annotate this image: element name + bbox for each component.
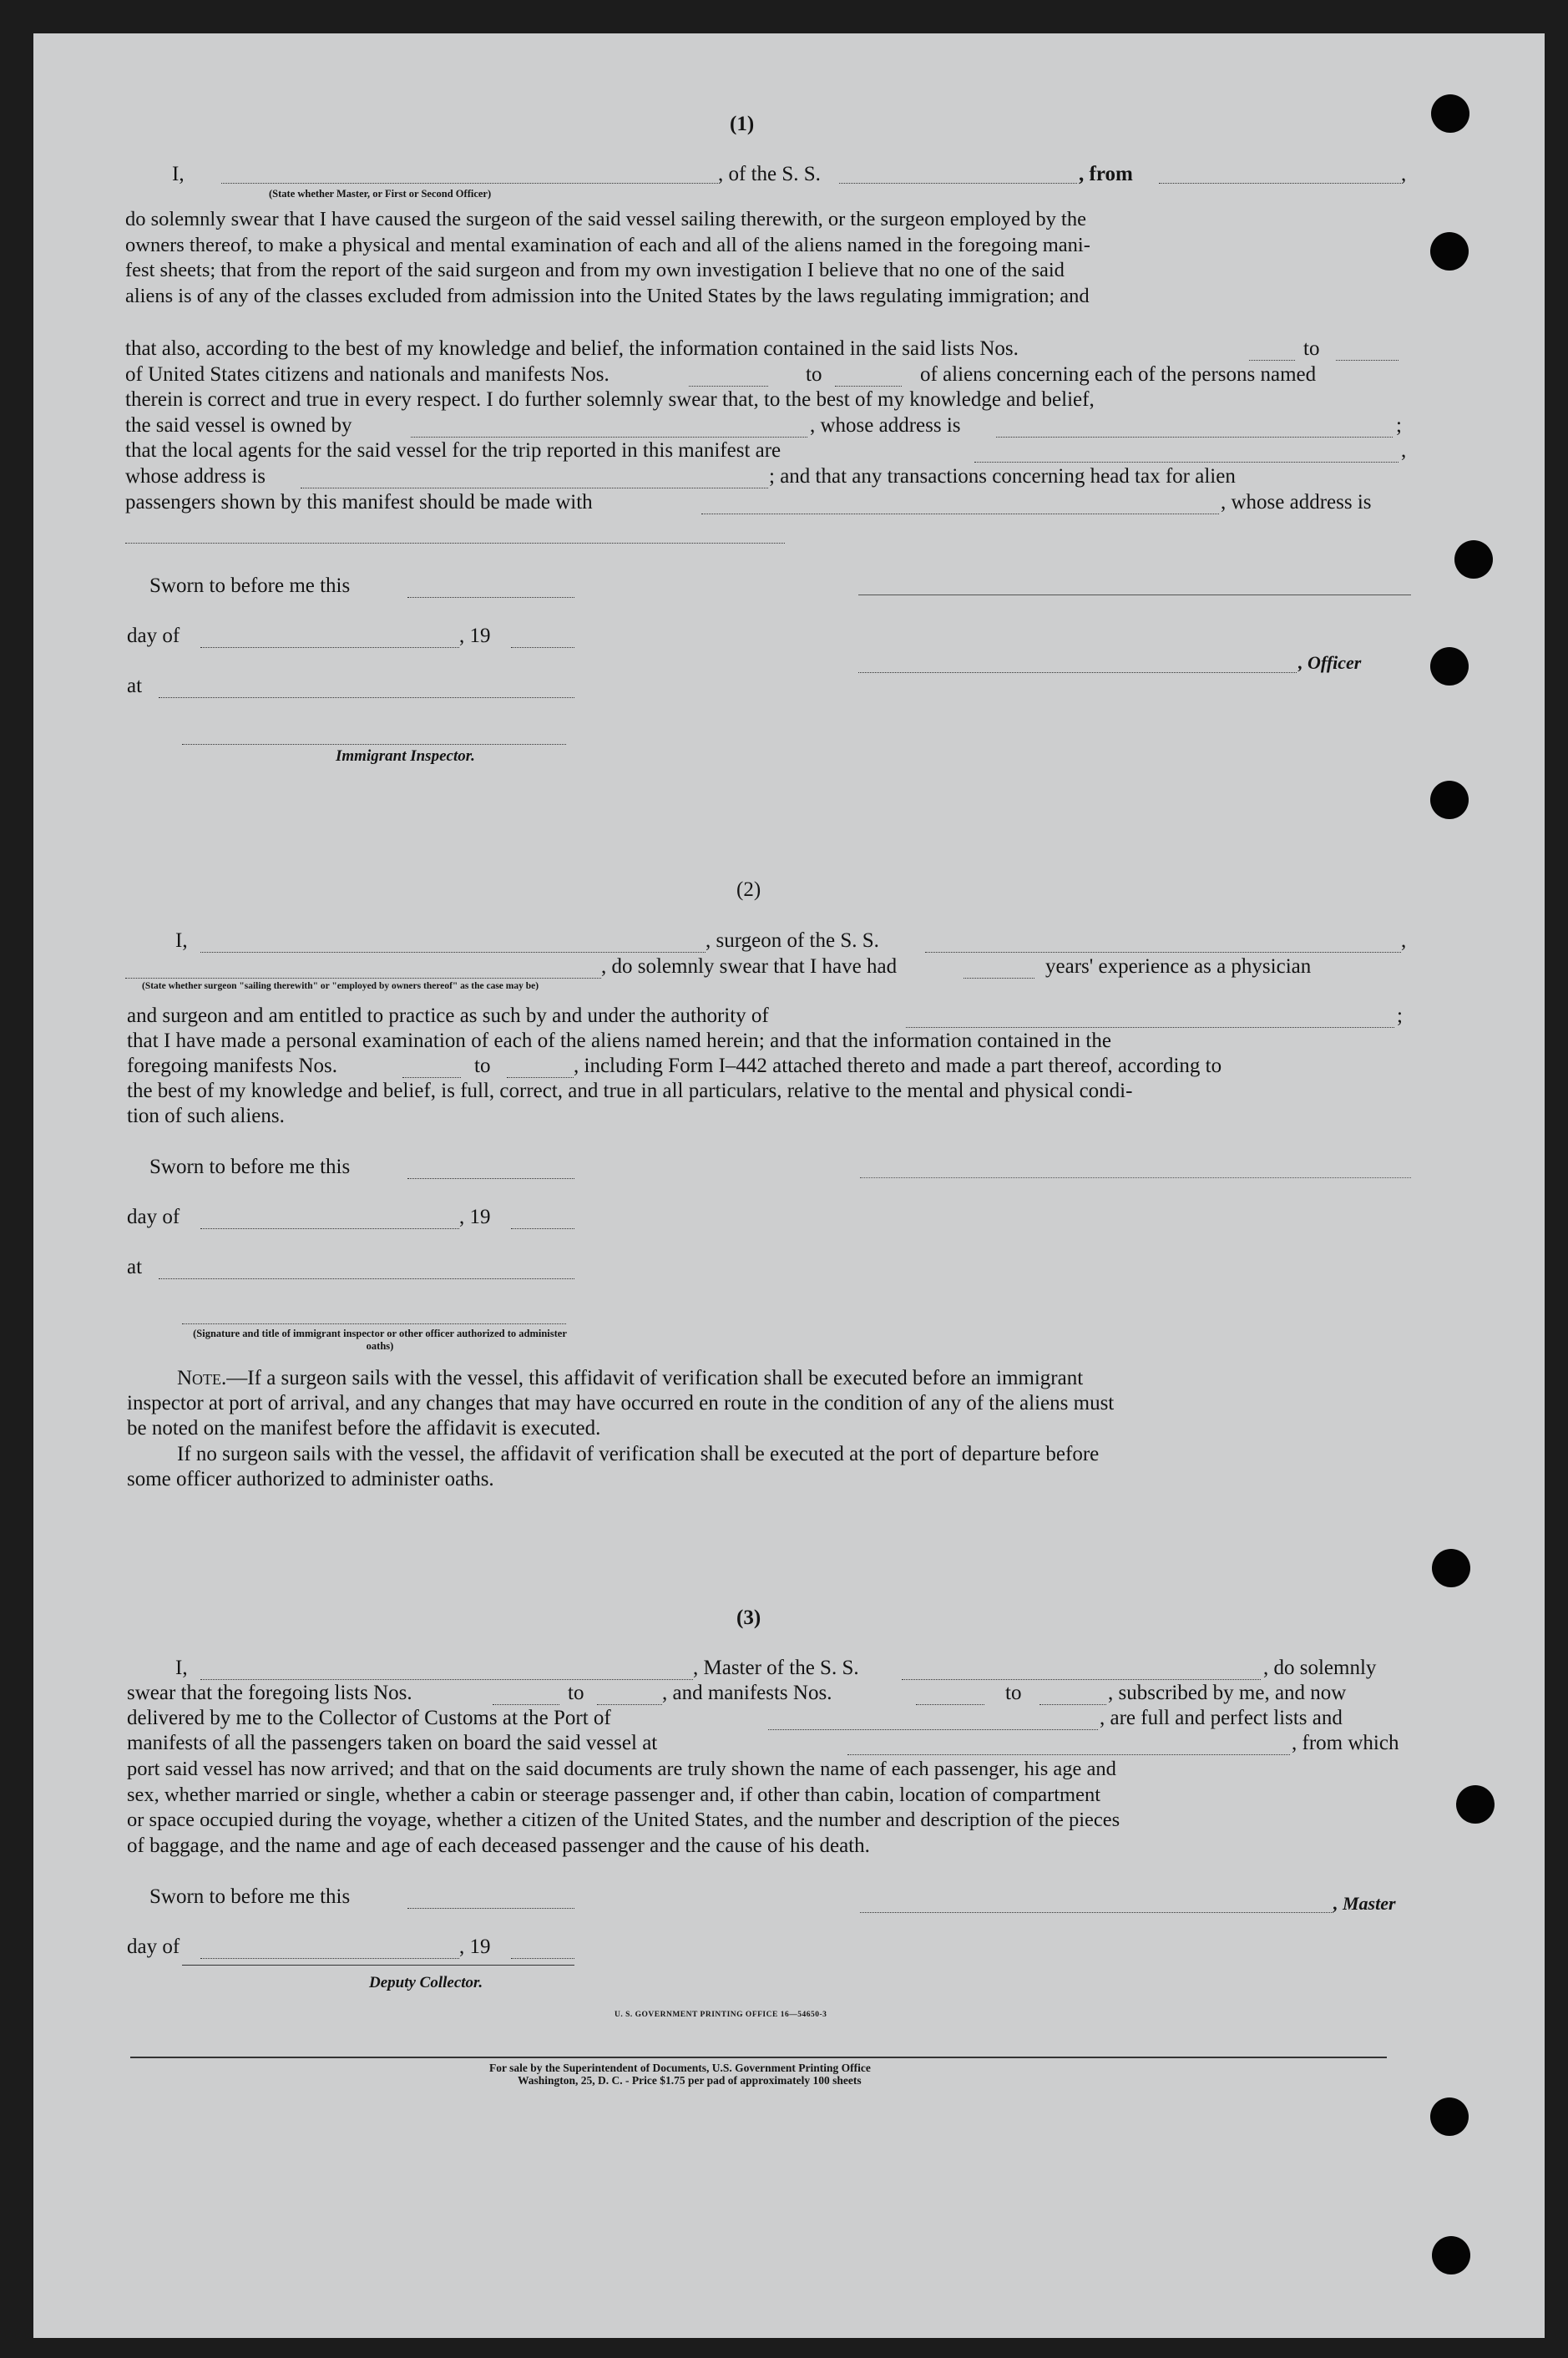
whose-address-label: , whose address is xyxy=(1221,491,1372,514)
from-which-label: , from which xyxy=(1292,1732,1399,1754)
signature-note: (Signature and title of immigrant inspector or other officer authorized to administer oaths) xyxy=(193,1328,567,1352)
inspector-signature-line[interactable] xyxy=(182,1323,566,1324)
owner-address-blank[interactable] xyxy=(996,437,1393,438)
deputy-label: Deputy Collector. xyxy=(369,1974,483,1991)
trail-comma: , xyxy=(1401,163,1407,185)
surgeon-note: (State whether surgeon "sailing therewith" or "employed by owners thereof" as the case may be) xyxy=(142,981,539,991)
year-blank[interactable] xyxy=(511,1228,574,1229)
officer-label: , Officer xyxy=(1298,652,1362,673)
body-line: sex, whether married or single, whether a cabin or steerage passenger and, if other than cabin, location of compartment xyxy=(127,1783,1101,1806)
agents-blank[interactable] xyxy=(974,462,1399,463)
sworn-date-blank[interactable] xyxy=(407,1908,574,1909)
sworn-label: Sworn to before me this xyxy=(149,1156,351,1178)
section-2-number: (2) xyxy=(736,878,761,901)
sworn-label: Sworn to before me this xyxy=(149,1885,351,1908)
exam-line: that I have made a personal examination of each of the aliens named herein; and that the information contained in the xyxy=(127,1030,1112,1052)
punch-hole xyxy=(1432,1549,1470,1587)
punch-hole xyxy=(1431,94,1469,133)
manifests-to-blank[interactable] xyxy=(835,386,902,387)
note-label: Note. xyxy=(177,1367,227,1389)
body-line: owners thereof, to make a physical and mental examination of each and all of the aliens named in the foregoing mani- xyxy=(125,233,1090,256)
body-line: whose address is xyxy=(125,465,266,488)
section-3-body xyxy=(127,1757,1413,1834)
inspector-signature-line[interactable] xyxy=(182,744,566,745)
boarding-port-blank[interactable] xyxy=(847,1754,1290,1755)
year-blank[interactable] xyxy=(511,1958,574,1959)
at-blank[interactable] xyxy=(159,1278,574,1279)
note-line xyxy=(177,1367,1083,1390)
surgeon-signature-line[interactable] xyxy=(860,1177,1411,1178)
note-line: some officer authorized to administer oaths. xyxy=(127,1468,494,1490)
body-line: therein is correct and true in every respect. I do further solemnly swear that, to the best of my knowledge and belief, xyxy=(125,388,1095,411)
year-blank[interactable] xyxy=(511,647,574,648)
body-line: or space occupied during the voyage, whether a citizen of the United States, and the number and description of the pieces xyxy=(127,1809,1120,1832)
body-line: that the local agents for the said vessel for the trip reported in this manifest are xyxy=(125,439,781,462)
surgeon-of-label: , surgeon of the S. S. xyxy=(706,929,879,952)
section-1-number: (1) xyxy=(730,113,755,135)
head-tax-label: ; and that any transactions concerning head tax for alien xyxy=(769,465,1236,488)
including-label: , including Form I–442 attached thereto and made a part thereof, according to xyxy=(574,1055,1222,1077)
body-line: passengers shown by this manifest should be made with xyxy=(125,491,593,514)
day-of-blank[interactable] xyxy=(200,647,459,648)
surgeon-name-blank[interactable] xyxy=(200,952,706,953)
do-solemnly-label: , do solemnly xyxy=(1263,1657,1377,1679)
swear-lists-label: swear that the foregoing lists Nos. xyxy=(127,1682,412,1704)
semicolon: ; xyxy=(1396,414,1402,437)
manifests-from-blank[interactable] xyxy=(916,1704,984,1705)
sworn-date-blank[interactable] xyxy=(407,597,574,598)
punch-hole xyxy=(1430,781,1469,819)
authority-line: and surgeon and am entitled to practice as such by and under the authority of xyxy=(127,1004,769,1027)
from-port-blank[interactable] xyxy=(1159,183,1401,184)
semicolon: ; xyxy=(1397,1004,1403,1027)
note-line: inspector at port of arrival, and any changes that may have occurred en route in the condition of any of the aliens must xyxy=(127,1392,1115,1414)
to-label: to xyxy=(568,1682,584,1704)
surgeon-ship-blank[interactable] xyxy=(925,952,1401,953)
sworn-label: Sworn to before me this xyxy=(149,574,351,597)
body-line: do solemnly swear that I have caused the surgeon of the said vessel sailing therewith, or the surgeon employed by the xyxy=(125,208,1086,230)
ship-name-blank[interactable] xyxy=(839,183,1077,184)
section-1-i-label: I, xyxy=(172,163,185,185)
sworn-date-blank[interactable] xyxy=(407,1178,574,1179)
section-1-body xyxy=(125,207,1411,309)
swear-had-label: , do solemnly swear that I have had xyxy=(601,955,898,978)
to-label: to xyxy=(1005,1682,1022,1704)
sale-line-1: For sale by the Superintendent of Documents, U.S. Government Printing Office xyxy=(489,2062,871,2074)
sale-line-2: Washington, 25, D. C. - Price $1.75 per pad of approximately 100 sheets xyxy=(518,2074,862,2087)
master-of-label: , Master of the S. S. xyxy=(693,1657,859,1679)
at-blank[interactable] xyxy=(159,697,574,698)
body-line: of United States citizens and nationals and manifests Nos. xyxy=(125,363,609,386)
note-line: If no surgeon sails with the vessel, the affidavit of verification shall be executed at the port of departure before xyxy=(177,1443,1100,1465)
deputy-signature-line[interactable] xyxy=(182,1965,574,1966)
section-3-i-label: I, xyxy=(175,1657,188,1679)
aliens-concerning: of aliens concerning each of the persons named xyxy=(920,363,1317,386)
master-signature-line[interactable] xyxy=(860,1912,1333,1913)
best-line: the best of my knowledge and belief, is full, correct, and true in all particulars, relative to the mental and physical condi- xyxy=(127,1080,1133,1102)
such-line: tion of such aliens. xyxy=(127,1105,285,1127)
head-tax-address-blank[interactable] xyxy=(125,543,785,544)
port-blank[interactable] xyxy=(768,1729,1098,1730)
day-of-label: day of xyxy=(127,1206,180,1228)
comma: , xyxy=(1401,439,1407,462)
lists-to-blank[interactable] xyxy=(1336,360,1399,361)
surgeon-status-blank[interactable] xyxy=(125,978,601,979)
year-label: , 19 xyxy=(459,1935,491,1958)
punch-hole xyxy=(1456,1785,1495,1824)
to-label: to xyxy=(474,1055,491,1077)
authority-blank[interactable] xyxy=(906,1027,1394,1028)
lists-from-blank[interactable] xyxy=(493,1704,559,1705)
inspector-label: Immigrant Inspector. xyxy=(336,747,475,765)
day-of-blank[interactable] xyxy=(200,1228,459,1229)
body-line: of baggage, and the name and age of each deceased passenger and the cause of his death. xyxy=(127,1834,870,1857)
at-label: at xyxy=(127,1256,143,1278)
ship-label: , of the S. S. xyxy=(718,163,821,185)
gpo-imprint: U. S. GOVERNMENT PRINTING OFFICE 16—54650-3 xyxy=(615,2011,827,2019)
body-line: that also, according to the best of my knowledge and belief, the information contained in the said lists Nos. xyxy=(125,337,1019,360)
manifests-to-blank[interactable] xyxy=(507,1077,574,1078)
manifests-line: foregoing manifests Nos. xyxy=(127,1055,338,1077)
body-line: aliens is of any of the classes excluded from admission into the United States by the laws regulating immigration; and xyxy=(125,284,1090,307)
full-perfect-label: , are full and perfect lists and xyxy=(1100,1707,1343,1729)
manifests-to-blank[interactable] xyxy=(1039,1704,1106,1705)
year-label: , 19 xyxy=(459,1206,491,1228)
trail-comma: , xyxy=(1401,929,1407,952)
master-label: , Master xyxy=(1333,1893,1396,1914)
master-name-blank[interactable] xyxy=(200,1679,693,1680)
section-2-i-label: I, xyxy=(175,929,188,952)
and-manifests-label: , and manifests Nos. xyxy=(662,1682,832,1704)
manifests-from-blank[interactable] xyxy=(402,1077,461,1078)
master-ship-blank[interactable] xyxy=(902,1679,1261,1680)
day-of-blank[interactable] xyxy=(200,1958,459,1959)
from-label: , from xyxy=(1079,163,1133,185)
manifests-all-label: manifests of all the passengers taken on board the said vessel at xyxy=(127,1732,658,1754)
body-line: the said vessel is owned by xyxy=(125,414,352,437)
year-label: , 19 xyxy=(459,625,491,647)
delivered-label: delivered by me to the Collector of Customs at the Port of xyxy=(127,1707,611,1729)
section-3-number: (3) xyxy=(736,1607,761,1629)
to-label: to xyxy=(806,363,822,386)
years-exp-label: years' experience as a physician xyxy=(1045,955,1312,978)
note-text: —If a surgeon sails with the vessel, this affidavit of verification shall be executed before an immigrant xyxy=(226,1367,1084,1389)
lists-from-blank[interactable] xyxy=(1249,360,1295,361)
officer-name-blank[interactable] xyxy=(221,183,718,184)
owner-blank[interactable] xyxy=(411,437,807,438)
punch-hole xyxy=(1432,2236,1470,2275)
day-of-label: day of xyxy=(127,1935,180,1958)
punch-hole xyxy=(1430,647,1469,686)
note-line: be noted on the manifest before the affidavit is executed. xyxy=(127,1417,601,1440)
to-label: to xyxy=(1303,337,1320,360)
whose-address-label: , whose address is xyxy=(810,414,961,437)
manifests-from-blank[interactable] xyxy=(689,386,768,387)
years-blank[interactable] xyxy=(964,978,1034,979)
body-line: fest sheets; that from the report of the said surgeon and from my own investigation I believe that no one of the said xyxy=(125,259,1065,282)
punch-hole xyxy=(1430,2097,1469,2136)
body-line: port said vessel has now arrived; and that on the said documents are truly shown the name of each passenger, his age and xyxy=(127,1758,1116,1780)
at-label: at xyxy=(127,675,143,697)
punch-hole xyxy=(1454,540,1493,579)
document-page xyxy=(33,33,1545,2338)
punch-hole xyxy=(1430,232,1469,271)
day-of-label: day of xyxy=(127,625,180,647)
subscribed-label: , subscribed by me, and now xyxy=(1108,1682,1347,1704)
officer-title-blank[interactable] xyxy=(858,672,1297,673)
footer-rule xyxy=(130,2057,1387,2058)
lists-to-blank[interactable] xyxy=(597,1704,662,1705)
officer-note: (State whether Master, or First or Second Officer) xyxy=(269,188,492,200)
